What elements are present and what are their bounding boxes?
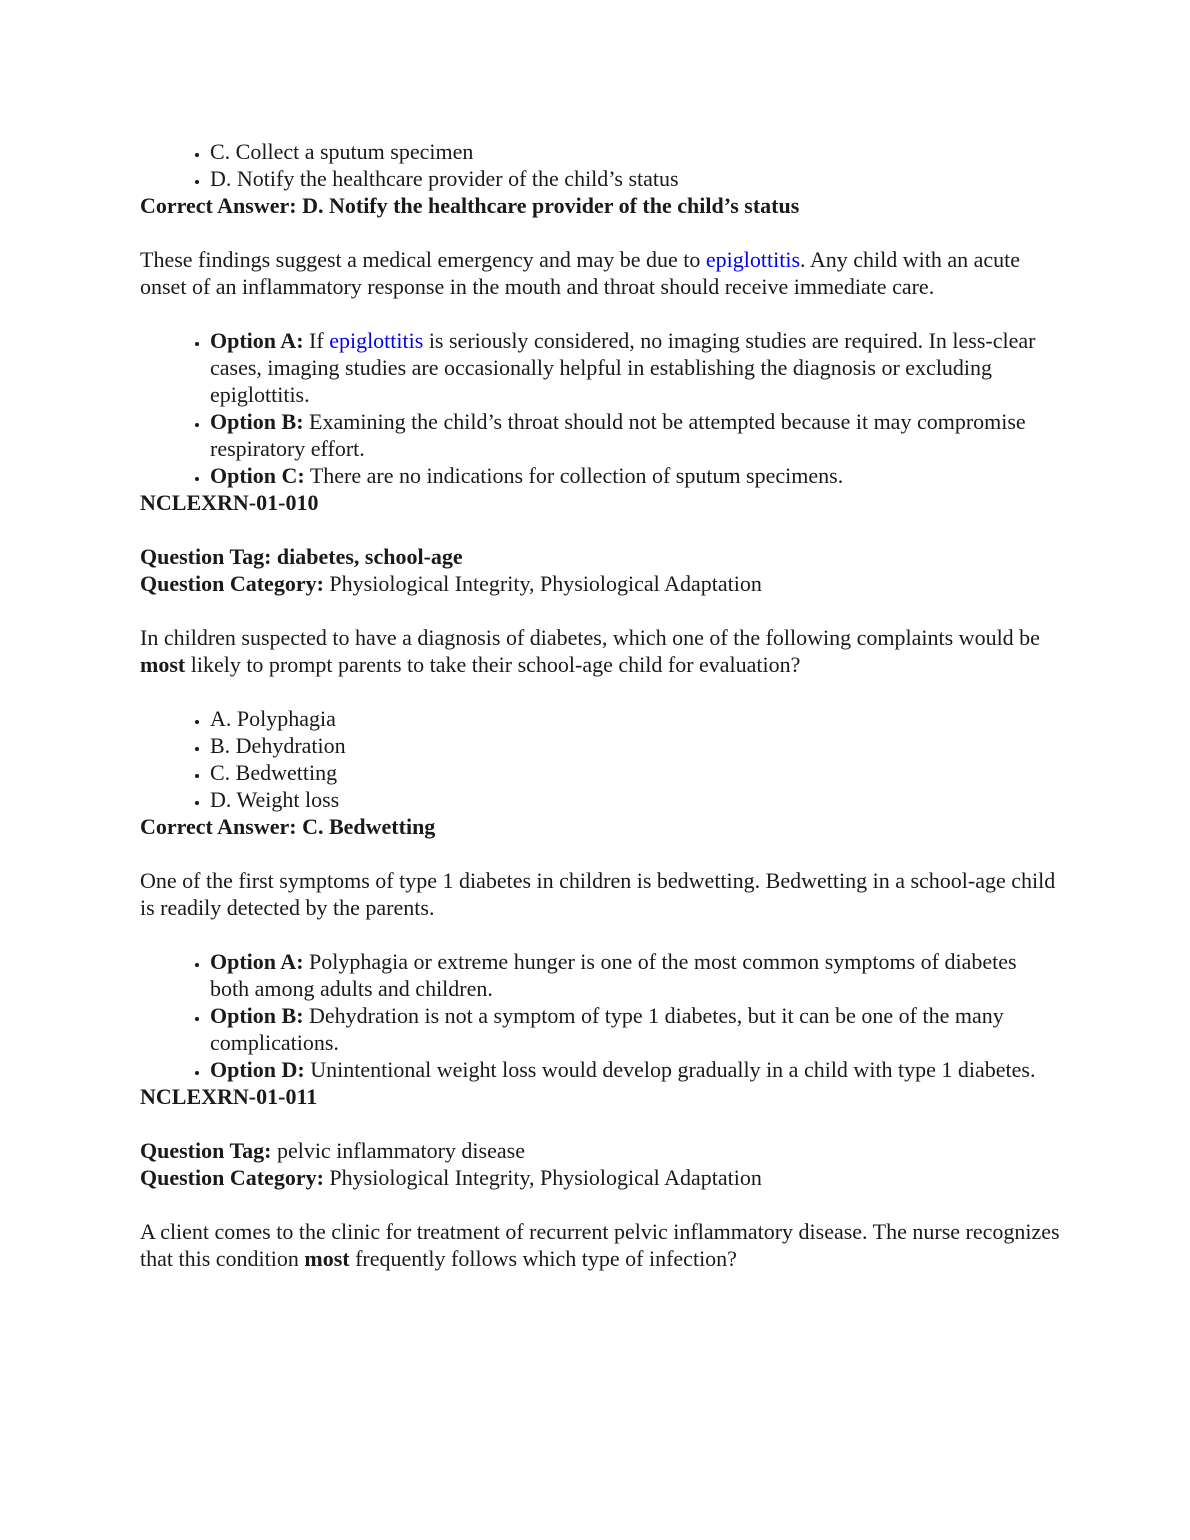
explanation-paragraph bbox=[140, 246, 1060, 300]
stem-text: A client comes to the clinic for treatment of recurrent pelvic inflammatory disease. The nurse recognizes that this condition bbox=[140, 1219, 1060, 1271]
rationale-list bbox=[140, 327, 1060, 489]
rationale-label: Option B: bbox=[210, 1003, 304, 1028]
rationale-label: Option A: bbox=[210, 328, 304, 353]
question-id: NCLEXRN-01-011 bbox=[140, 1084, 318, 1109]
rationale-label: Option B: bbox=[210, 409, 304, 434]
rationale-text: is seriously considered, no imaging studies are required. In less-clear cases, imaging studies are occasionally helpful in establishing the diagnosis or excluding epiglottitis. bbox=[210, 328, 1036, 407]
question-tag bbox=[140, 1137, 1060, 1164]
question-tag: Question Tag: diabetes, school-age bbox=[140, 544, 463, 569]
question-stem bbox=[140, 1218, 1060, 1272]
rationale-option-a bbox=[210, 948, 1060, 1002]
answer-options-list bbox=[140, 705, 1060, 813]
answer-options-list bbox=[140, 138, 1060, 192]
rationale-option-a bbox=[210, 327, 1060, 408]
answer-option-a: • A. Polyphagia bbox=[210, 705, 1060, 732]
stem-text: frequently follows which type of infection? bbox=[349, 1246, 737, 1271]
category-label: Question Category: bbox=[140, 1165, 324, 1190]
rationale-text: Dehydration is not a symptom of type 1 diabetes, but it can be one of the many complications. bbox=[210, 1003, 1004, 1055]
rationale-text: If bbox=[303, 328, 330, 353]
answer-option-c: • C. Bedwetting bbox=[210, 759, 1060, 786]
question-stem bbox=[140, 624, 1060, 678]
question-id: NCLEXRN-01-010 bbox=[140, 490, 319, 515]
stem-text: In children suspected to have a diagnosis of diabetes, which one of the following complaints would be bbox=[140, 625, 1040, 650]
question-category bbox=[140, 1164, 1060, 1191]
rationale-label: Option A: bbox=[210, 949, 304, 974]
category-value: Physiological Integrity, Physiological Adaptation bbox=[323, 1165, 762, 1190]
explanation-text: These findings suggest a medical emergency and may be due to bbox=[140, 247, 706, 272]
rationale-option-c bbox=[210, 462, 1060, 489]
answer-option-d: • D. Weight loss bbox=[210, 786, 1060, 813]
rationale-option-d bbox=[210, 1056, 1060, 1083]
stem-emphasis: most bbox=[304, 1246, 350, 1271]
rationale-text: Unintentional weight loss would develop gradually in a child with type 1 diabetes. bbox=[304, 1057, 1036, 1082]
rationale-label: Option D: bbox=[210, 1057, 305, 1082]
stem-text: likely to prompt parents to take their school-age child for evaluation? bbox=[185, 652, 801, 677]
answer-option-d: • D. Notify the healthcare provider of the child’s status bbox=[210, 165, 1060, 192]
rationale-list bbox=[140, 948, 1060, 1083]
tag-value: pelvic inflammatory disease bbox=[271, 1138, 525, 1163]
stem-emphasis: most bbox=[140, 652, 186, 677]
explanation-text: . Any child with an acute onset of an inflammatory response in the mouth and throat should receive immediate care. bbox=[140, 247, 1020, 299]
rationale-text: There are no indications for collection of sputum specimens. bbox=[304, 463, 844, 488]
tag-label: Question Tag: bbox=[140, 1138, 272, 1163]
rationale-option-b bbox=[210, 1002, 1060, 1056]
category-value: Physiological Integrity, Physiological Adaptation bbox=[323, 571, 762, 596]
epiglottitis-link[interactable]: epiglottitis bbox=[705, 247, 801, 272]
rationale-text: Polyphagia or extreme hunger is one of the most common symptoms of diabetes both among adults and children. bbox=[210, 949, 1017, 1001]
category-label: Question Category: bbox=[140, 571, 324, 596]
document-page bbox=[140, 138, 1060, 1272]
correct-answer: Correct Answer: C. Bedwetting bbox=[140, 814, 436, 839]
rationale-option-b bbox=[210, 408, 1060, 462]
explanation-paragraph: One of the first symptoms of type 1 diabetes in children is bedwetting. Bedwetting in a school-age child is readily detected by the parents. bbox=[140, 868, 1056, 920]
answer-option-c: • C. Collect a sputum specimen bbox=[210, 138, 1060, 165]
rationale-text: Examining the child’s throat should not be attempted because it may compromise respiratory effort. bbox=[210, 409, 1026, 461]
epiglottitis-link[interactable]: epiglottitis bbox=[329, 328, 424, 353]
correct-answer: Correct Answer: D. Notify the healthcare provider of the child’s status bbox=[140, 193, 800, 218]
question-category bbox=[140, 570, 1060, 597]
rationale-label: Option C: bbox=[210, 463, 305, 488]
answer-option-b: • B. Dehydration bbox=[210, 732, 1060, 759]
